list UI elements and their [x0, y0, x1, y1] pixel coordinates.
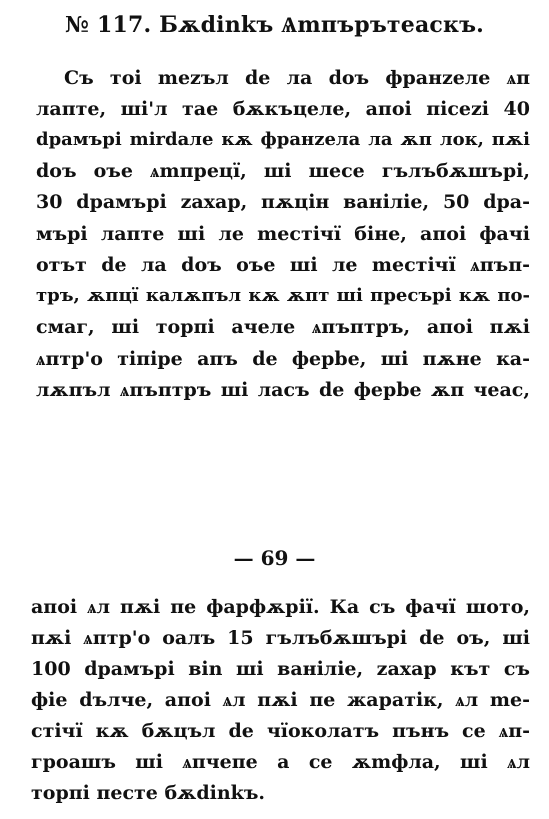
text-line: тръ, ѫпцї калѫпъл кѫ ѫпт ші пресърі кѫ по- [36, 285, 530, 306]
text-line: лапте, ші'л тае бѫкъцеле, апоі пісеzі 40 [36, 98, 530, 120]
text-line: стічї кѫ бѫцъл de чїоколатъ пънъ се ѧп- [31, 720, 530, 742]
recipe-title: № 117. Бѫdinkъ Ѧmпърътеаскъ. [64, 12, 485, 38]
text-line: dрамърі mirdале кѫ франzела ла ѫп лок, пѫі [36, 129, 530, 150]
page-number: — 69 — [233, 546, 316, 570]
text-line: фіе dълче, апоі ѧл пѫі пе жаратік, ѧл mе- [31, 689, 530, 711]
text-line: мърі лапте ші ле mестічї біне, апоі фачі [36, 223, 530, 245]
text-line: ѧптр'о тіпіре апъ de ферbe, ші пѫне ка- [36, 348, 530, 370]
text-line: пѫі ѧптр'о оалъ 15 гълъбѫшърі de оъ, ші [31, 627, 530, 649]
text-line: 30 dрамърі zахар, пѫцін ваніліе, 50 dра- [36, 191, 530, 213]
text-line: смаг, ші торпі ачеле ѧпъптръ, апоі пѫі [36, 316, 530, 338]
text-line: гроашъ ші ѧпчепе а се ѫmфла, ші ѧл [31, 751, 530, 773]
text-line: лѫпъл ѧпъптръ ші ласъ de ферbe ѫп чеас, [36, 379, 530, 401]
text-line: апоі ѧл пѫі пе фарфѫрії. Ка съ фачї шото, [31, 596, 530, 618]
text-line: отът de ла doъ оъе ші ле mестічї ѧпъп- [36, 254, 530, 276]
text-line: doъ оъе ѧmпрецї, ші шесе гълъбѫшърі, [36, 160, 530, 182]
text-line: Съ тоі mezъл de ла doъ франzеле ѧп [64, 67, 530, 89]
text-line: торпі песте бѫdinkъ. [31, 782, 266, 804]
text-line: 100 dрамърі віn ші ваніліе, zахар кът съ [31, 658, 530, 680]
